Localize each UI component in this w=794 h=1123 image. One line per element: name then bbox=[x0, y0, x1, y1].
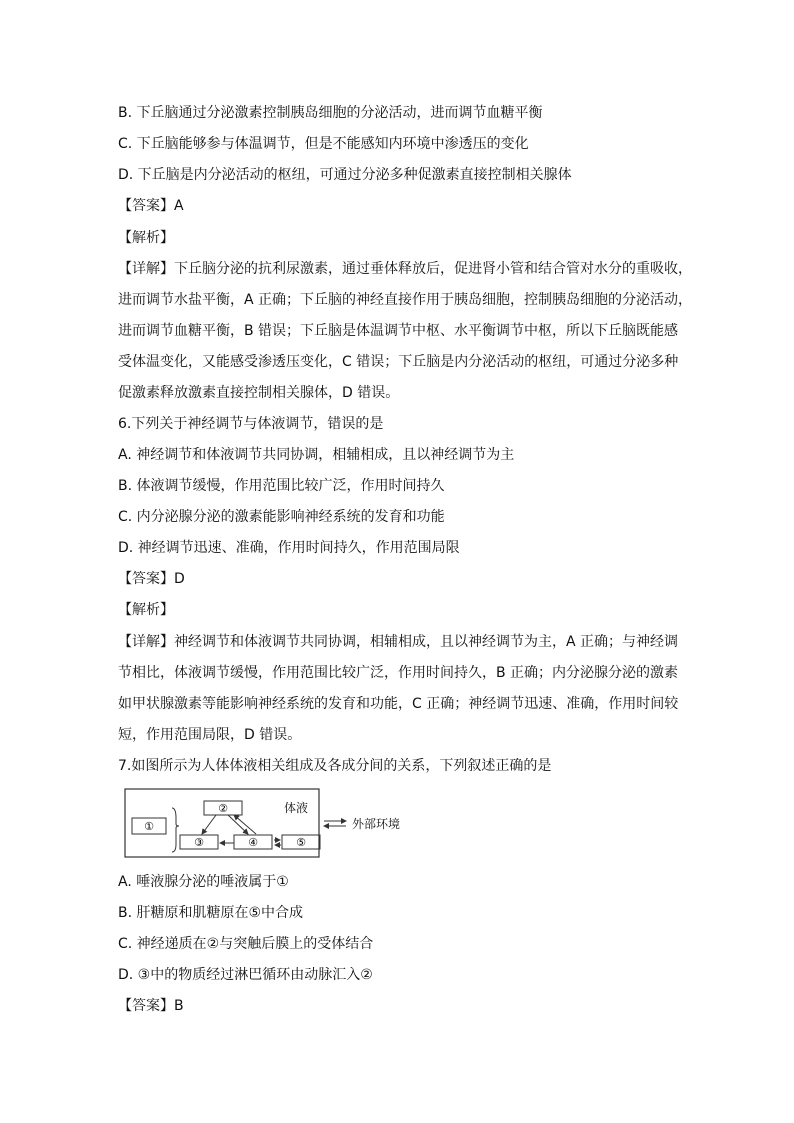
q6-stem: 6.下列关于神经调节与体液调节，错误的是 bbox=[118, 416, 384, 432]
q6-detail-line: 短，作用范围局限，D 错误。 bbox=[118, 727, 302, 743]
external-environment-label: 外部环境 bbox=[352, 817, 401, 831]
box-5-label: ⑤ bbox=[296, 836, 306, 849]
brace bbox=[172, 808, 179, 852]
q7-option-c: C. 神经递质在②与突触后膜上的受体结合 bbox=[118, 936, 374, 952]
box-1-label: ① bbox=[144, 820, 154, 833]
q6-option-c: C. 内分泌腺分泌的激素能影响神经系统的发育和功能 bbox=[118, 509, 445, 525]
box-4-label: ④ bbox=[248, 836, 258, 849]
diagram-title: 体液 bbox=[284, 801, 309, 815]
arrow-2-to-3 bbox=[202, 815, 216, 834]
q5-detail-line: 受体温变化，又能感受渗透压变化，C 错误；下丘脑是内分泌活动的枢纽，可通过分泌多种 bbox=[118, 354, 679, 370]
q6-analysis-heading: 【解析】 bbox=[118, 602, 174, 618]
q7-option-d: D. ③中的物质经过淋巴循环由动脉汇入② bbox=[118, 967, 373, 983]
q6-detail-line: 【详解】神经调节和体液调节共同协调，相辅相成，且以神经调节为主，A 正确；与神经调 bbox=[118, 634, 679, 650]
box-2-label: ② bbox=[218, 802, 228, 815]
outer-frame bbox=[125, 789, 319, 857]
q5-option-b: B. 下丘脑通过分泌激素控制胰岛细胞的分泌活动，进而调节血糖平衡 bbox=[118, 105, 543, 121]
q6-option-a: A. 神经调节和体液调节共同协调，相辅相成，且以神经调节为主 bbox=[118, 447, 515, 463]
q5-detail-line: 进而调节水盐平衡，A 正确；下丘脑的神经直接作用于胰岛细胞，控制胰岛细胞的分泌活动， bbox=[118, 292, 693, 308]
q5-option-c: C. 下丘脑能够参与体温调节，但是不能感知内环境中渗透压的变化 bbox=[118, 136, 529, 152]
q7-option-b: B. 肝糖原和肌糖原在⑤中合成 bbox=[118, 905, 304, 921]
q7-answer: 【答案】B bbox=[118, 998, 184, 1014]
box-3-label: ③ bbox=[194, 836, 204, 849]
q6-option-b: B. 体液调节缓慢，作用范围比较广泛，作用时间持久 bbox=[118, 478, 445, 494]
q6-detail-line: 节相比，体液调节缓慢，作用范围比较广泛，作用时间持久，B 正确；内分泌腺分泌的激素 bbox=[118, 665, 679, 681]
body-fluid-diagram bbox=[124, 788, 424, 860]
q6-answer: 【答案】D bbox=[118, 571, 185, 587]
body-fluid-diagram-svg bbox=[124, 788, 424, 860]
q5-analysis-heading: 【解析】 bbox=[118, 230, 174, 246]
q5-detail-line: 促激素释放激素直接控制相关腺体，D 错误。 bbox=[118, 385, 400, 401]
q7-stem: 7.如图所示为人体体液相关组成及各成分间的关系，下列叙述正确的是 bbox=[118, 758, 552, 774]
q6-option-d: D. 神经调节迅速、准确，作用时间持久，作用范围局限 bbox=[118, 540, 460, 556]
q6-detail-line: 如甲状腺激素等能影响神经系统的发育和功能，C 正确；神经调节迅速、准确，作用时间较 bbox=[118, 696, 679, 712]
q5-answer: 【答案】A bbox=[118, 198, 184, 214]
q5-detail-line: 进而调节血糖平衡，B 错误；下丘脑是体温调节中枢、水平衡调节中枢，所以下丘脑既能感 bbox=[118, 323, 679, 339]
q7-option-a: A. 唾液腺分泌的唾液属于① bbox=[118, 874, 289, 890]
q5-detail-line: 【详解】下丘脑分泌的抗利尿激素，通过垂体释放后，促进肾小管和结合管对水分的重吸收， bbox=[118, 261, 692, 277]
q5-option-d: D. 下丘脑是内分泌活动的枢纽，可通过分泌多种促激素直接控制相关腺体 bbox=[118, 167, 572, 183]
